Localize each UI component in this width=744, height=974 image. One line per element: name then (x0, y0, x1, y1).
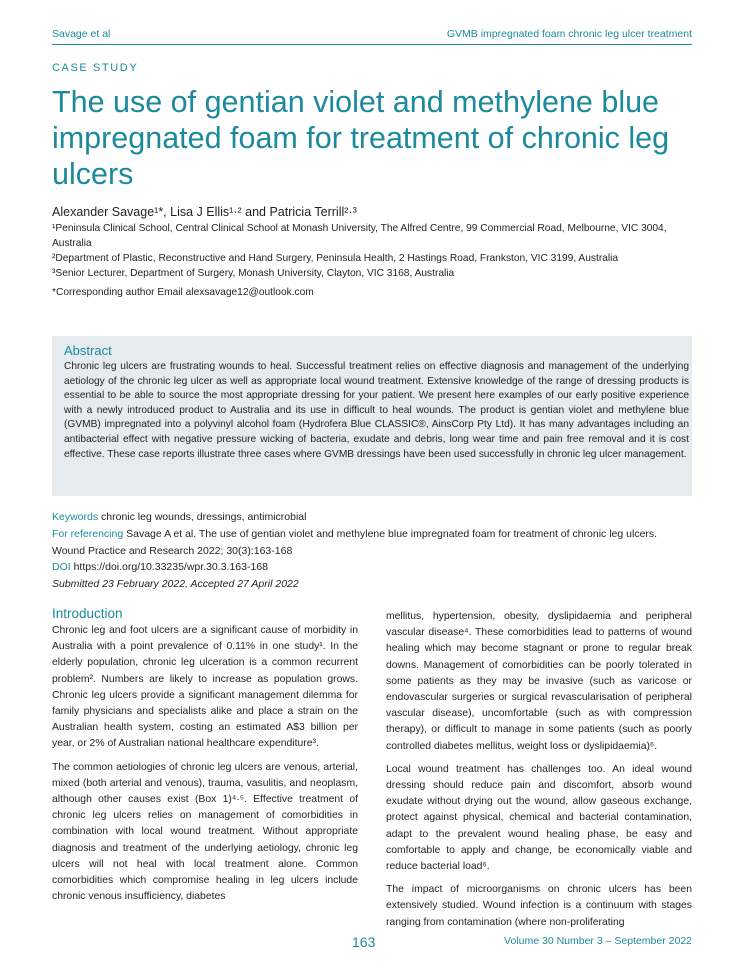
body-column-right (386, 609, 692, 938)
article-type: CASE STUDY (52, 62, 139, 74)
abstract-heading: Abstract (64, 343, 112, 358)
referencing-text: Savage A et al. The use of gentian violet and methylene blue impregnated foam for treatment of chronic leg ulcers. Wound Practice and Research 2022; 30(3):163-168 (52, 528, 658, 557)
article-title: The use of gentian violet and methylene blue impregnated foam for treatment of chronic leg ulcers (52, 85, 670, 191)
running-head-title: GVMB impregnated foam chronic leg ulcer treatment (446, 28, 692, 40)
paragraph: Chronic leg and foot ulcers are a significant cause of morbidity in Australia with a point prevalence of 0.11% in one study¹. In the elderly population, chronic leg ulceration is a common recurrent problem². Numbers are likely to increase as population grows. Chronic leg ulcers provide a significant management dilemma for family physicians and specialists alike and place a strain on the Australian health system, costing an estimated A$3 billion per year, or 2% of Australian national healthcare expenditure³. (52, 625, 358, 750)
paragraph: Local wound treatment has challenges too. An ideal wound dressing should reduce pain and discomfort, absorb wound exudate without drying out the wound, allow gaseous exchange, protect against physical, chemical and bacterial contamination, adapt to the prevalent wound healing phase, be easy and comfortable to apply and change, be economically viable and reduce bacterial load⁶. (386, 763, 692, 873)
introduction-heading: Introduction (52, 606, 123, 621)
header-divider (52, 44, 692, 45)
referencing (52, 526, 692, 559)
doi-label: DOI (52, 561, 71, 573)
page-number: 163 (352, 934, 376, 950)
author-list: Alexander Savage¹*, Lisa J Ellis¹·² and Patricia Terrill²·³ (52, 205, 357, 219)
keywords-text: chronic leg wounds, dressings, antimicrobial (98, 511, 307, 523)
referencing-label: For referencing (52, 528, 124, 540)
paragraph: mellitus, hypertension, obesity, dyslipidaemia and peripheral vascular disease⁴. These comorbidities lead to patterns of wound healing which may become stagnant or prone to regular break downs. Management of comorbidities can be poorly tolerated in some patients as they may be invasive (such as varicose or endovascular surgeries or surgical revascularisation of peripheral vascular disease), uncomfortable (such as with compression therapy), or difficult to manage in some patients (such as poorly controlled diabetes mellitus, weight loss or dyslipidaemia)⁶. (386, 611, 692, 752)
doi (52, 559, 692, 576)
body-column-left (52, 606, 358, 912)
paragraph: The common aetiologies of chronic leg ulcers are venous, arterial, mixed (both arterial and venous), trauma, vasulitis, and neoplasm, although other causes exist (Box 1)⁴·⁵. Effective treatment of chronic leg ulcers relies on management of comorbidities in combination with local wound treatment. Without appropriate diagnosis and treatment of the underlying aetiology, chronic leg ulcers will not heal with local treatment alone. Common comorbidities which compromise healing in leg ulcers include chronic venous insufficiency, diabetes (52, 761, 358, 903)
keywords-label: Keywords (52, 511, 99, 523)
affiliation-3: ³Senior Lecturer, Department of Surgery, Monash University, Clayton, VIC 3168, Australia (52, 268, 455, 279)
affiliation-2: ²Department of Plastic, Reconstructive and Hand Surgery, Peninsula Health, 2 Hastings Road, Frankston, VIC 3199, Australia (52, 253, 619, 264)
doi-link[interactable]: https://doi.org/10.33235/wpr.30.3.163-168 (70, 561, 268, 573)
abstract-text: Chronic leg ulcers are frustrating wounds to heal. Successful treatment relies on effective diagnosis and management of the underlying aetiology of the chronic leg ulcer as well as appropriate local wound treatment. Extensive knowledge of the range of dressing products is essential to be able to source the most appropriate dressing for your patient. We present here examples of our early positive experience with a newly introduced product to Australia and its use in difficult to heal wounds. The product is gentian violet and methylene blue (GVMB) impregnated into a polyvinyl alcohol foam (Hydrofera Blue CLASSIC®, AinsCorp Pty Ltd). It has many advantages including an antibacterial effect with negative pressure wicking of bacteria, exudate and debris, long wear time and pain free removal and it is cost effective. These case reports illustrate three cases where GVMB dressings have been used successfully in chronic leg ulcer management. (64, 361, 689, 460)
running-head-author: Savage et al (52, 28, 111, 40)
keywords (52, 509, 692, 526)
corresponding-author: *Corresponding author Email alexsavage12@outlook.com (52, 287, 314, 298)
paragraph: The impact of microorganisms on chronic ulcers has been extensively studied. Wound infection is a continuum with stages ranging from contamination (where non-proliferating (386, 884, 692, 928)
issue-info: Volume 30 Number 3 – September 2022 (504, 935, 692, 947)
submission-dates: Submitted 23 February 2022, Accepted 27 April 2022 (52, 578, 299, 590)
affiliation-1: ¹Peninsula Clinical School, Central Clinical School at Monash University, The Alfred Centre, 99 Commercial Road, Melbourne, VIC 3004, Australia (52, 223, 667, 249)
